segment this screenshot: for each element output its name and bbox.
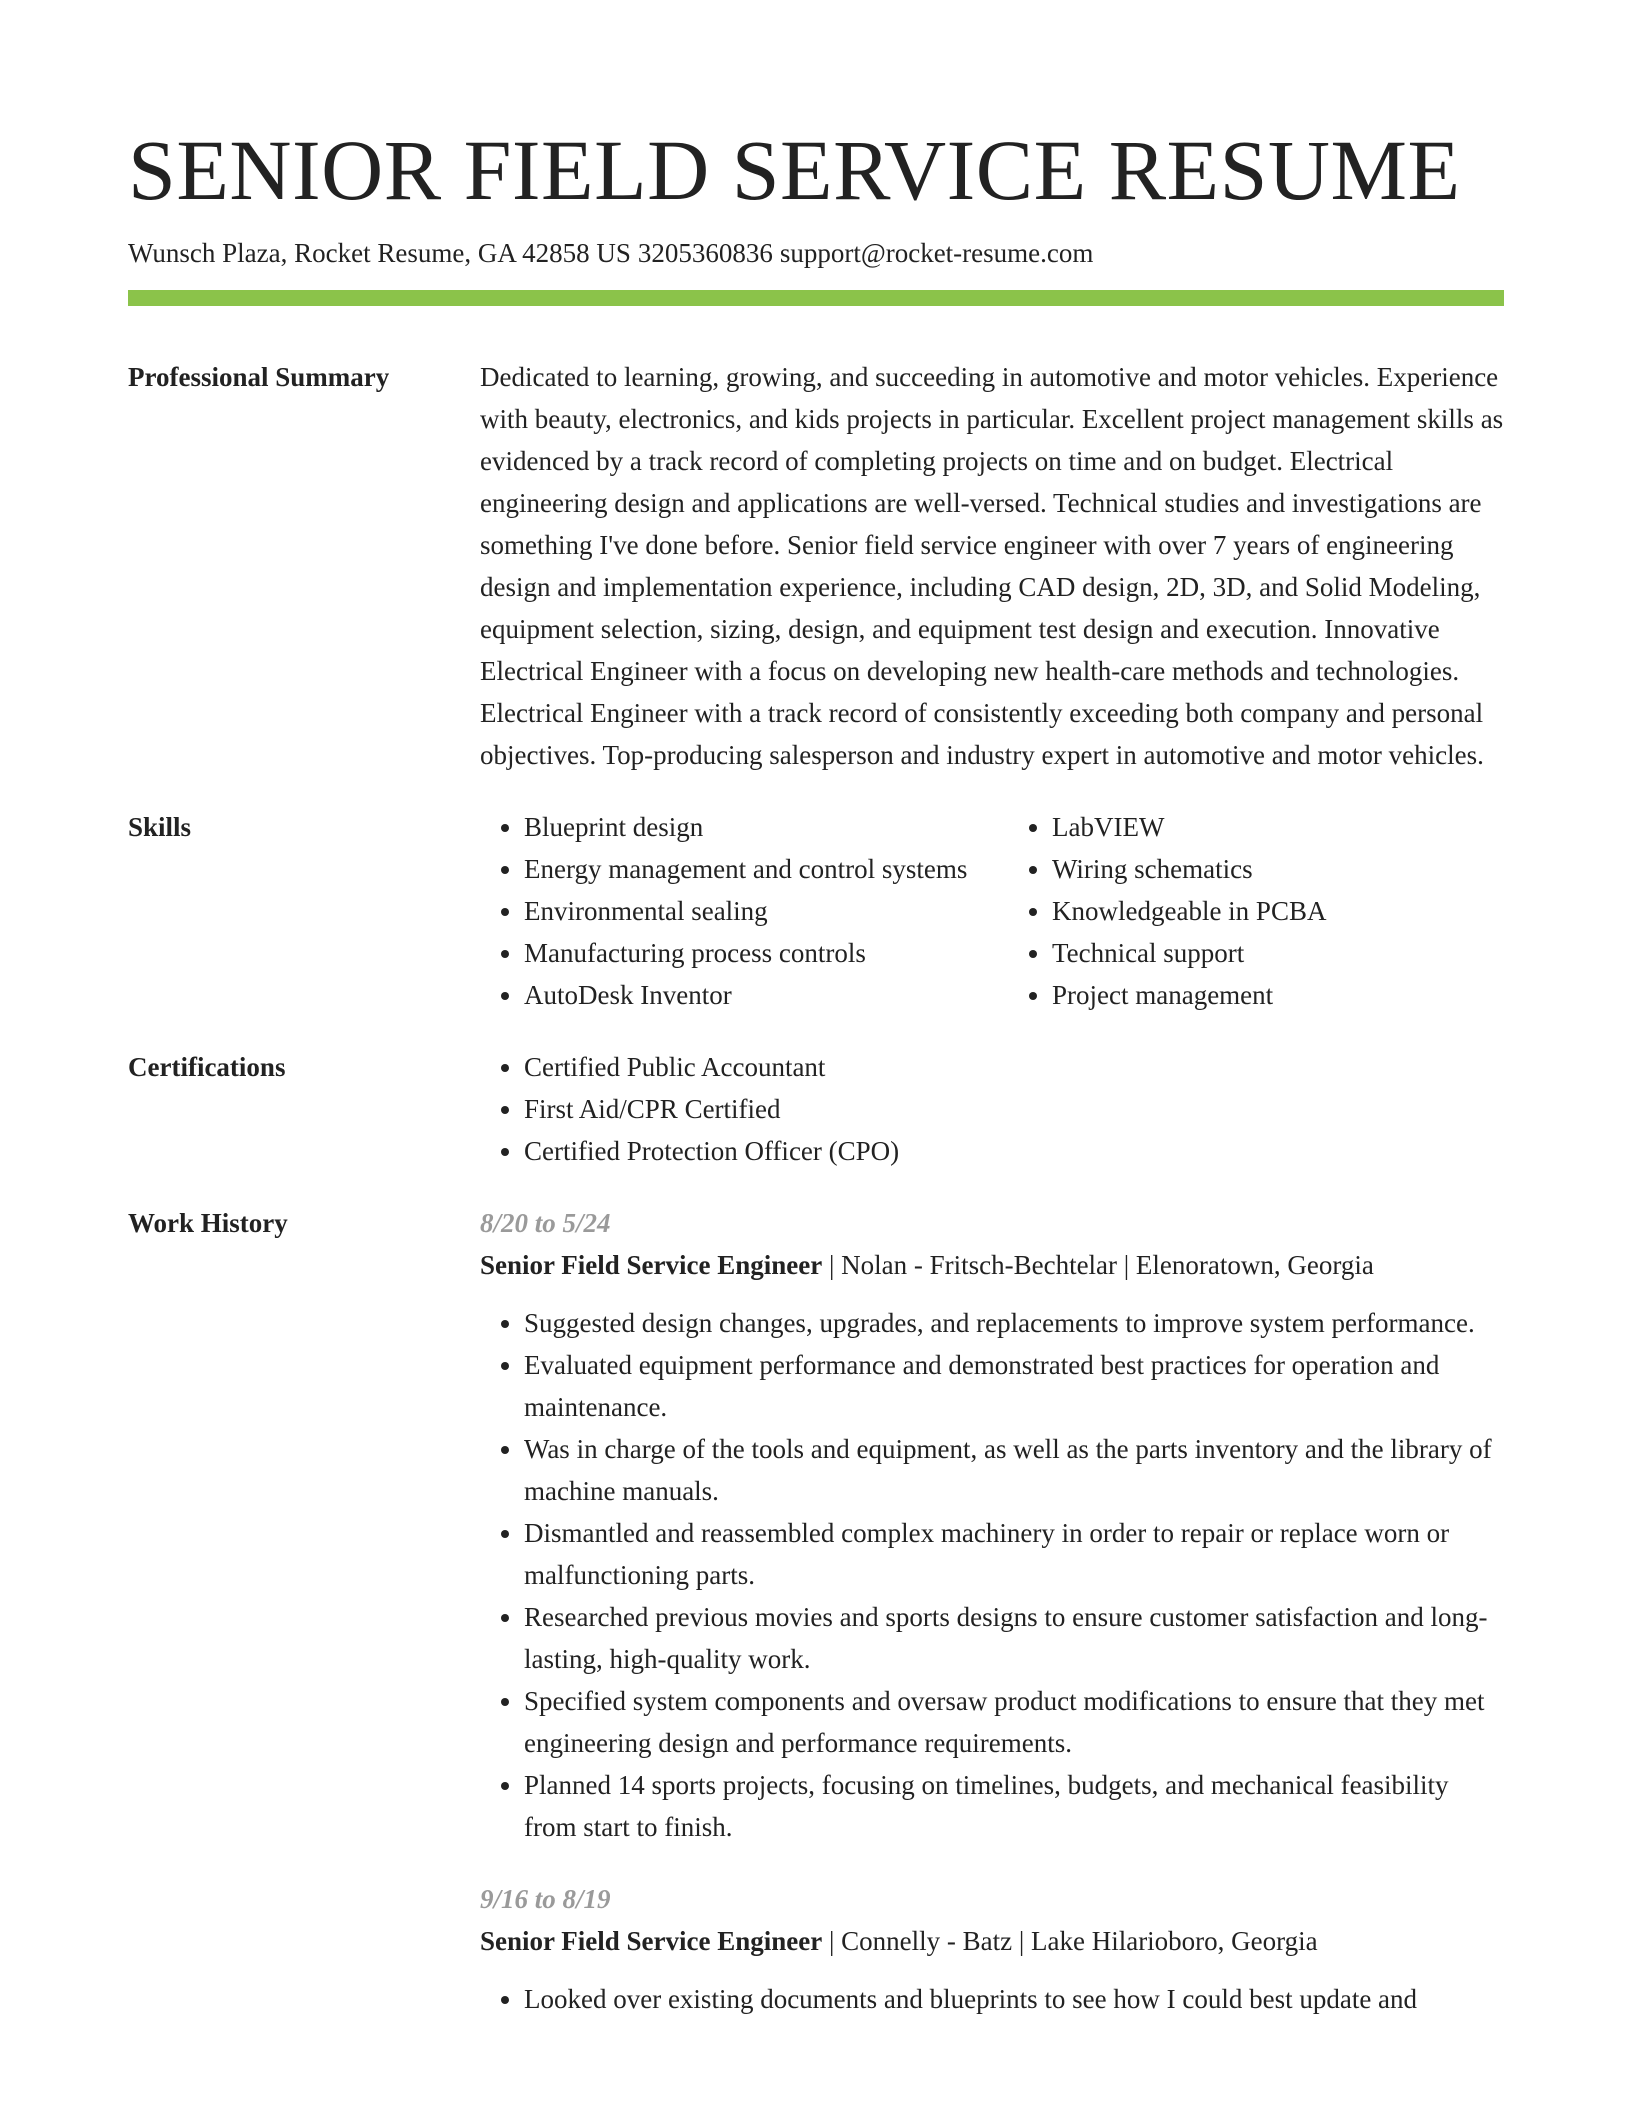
section-heading: Professional Summary xyxy=(128,362,390,392)
list-item: • Energy management and control systems xyxy=(524,848,1028,890)
job-dates: 8/20 to 5/24 xyxy=(480,1208,611,1238)
job-entry xyxy=(480,1202,1504,1848)
list-item: • Specified system components and oversaw product modifications to ensure that they met engineering design and performance requirements. xyxy=(524,1680,1504,1764)
list-item: • Blueprint design xyxy=(524,806,1028,848)
job-details: | Nolan - Fritsch-Bechtelar | Elenoratown, Georgia xyxy=(822,1250,1374,1280)
list-item: • Planned 14 sports projects, focusing on timelines, budgets, and mechanical feasibility from start to finish. xyxy=(524,1764,1504,1848)
list-item: • Certified Protection Officer (CPO) xyxy=(524,1130,1504,1172)
work-history-section xyxy=(128,1202,1504,2020)
job-title: Senior Field Service Engineer xyxy=(480,1926,823,1956)
list-item: • Was in charge of the tools and equipment, as well as the parts inventory and the library of machine manuals. xyxy=(524,1428,1504,1512)
list-item: • Evaluated equipment performance and demonstrated best practices for operation and maintenance. xyxy=(524,1344,1504,1428)
contact-address: Wunsch Plaza, Rocket Resume, GA 42858 US xyxy=(128,238,631,268)
job-details: | Connelly - Batz | Lake Hilarioboro, Georgia xyxy=(822,1926,1318,1956)
list-item: • Certified Public Accountant xyxy=(524,1046,1504,1088)
contact-line xyxy=(128,236,1504,270)
list-item: • Knowledgeable in PCBA xyxy=(1052,890,1556,932)
job-bullets xyxy=(480,1302,1504,1848)
skills-list-right xyxy=(1028,806,1556,1016)
job-title-line xyxy=(480,1244,1504,1286)
summary-content xyxy=(480,356,1504,776)
list-item: • First Aid/CPR Certified xyxy=(524,1088,1504,1130)
skills-list-left xyxy=(480,806,1028,1016)
job-entry xyxy=(480,1878,1504,2020)
list-item: • Technical support xyxy=(1052,932,1556,974)
section-heading: Skills xyxy=(128,812,192,842)
job-bullets xyxy=(480,1978,1504,2020)
contact-phone: 3205360836 xyxy=(637,238,773,268)
resume-page xyxy=(128,0,1504,2020)
work-history-content xyxy=(480,1202,1504,2020)
resume-title: SENIOR FIELD SERVICE RESUME xyxy=(128,122,1461,218)
summary-section xyxy=(128,356,1504,776)
list-item: • LabVIEW xyxy=(1052,806,1556,848)
list-item: • AutoDesk Inventor xyxy=(524,974,1028,1016)
list-item: • Manufacturing process controls xyxy=(524,932,1028,974)
list-item: • Suggested design changes, upgrades, and replacements to improve system performance. xyxy=(524,1302,1504,1344)
section-heading: Work History xyxy=(128,1208,288,1238)
certifications-section xyxy=(128,1046,1504,1172)
skills-columns xyxy=(480,806,1504,1016)
list-item: • Researched previous movies and sports designs to ensure customer satisfaction and long-lasting, high-quality work. xyxy=(524,1596,1504,1680)
header-divider xyxy=(128,290,1504,306)
job-title: Senior Field Service Engineer xyxy=(480,1250,823,1280)
skills-section xyxy=(128,806,1504,1016)
list-item: • Dismantled and reassembled complex machinery in order to repair or replace worn or malfunctioning parts. xyxy=(524,1512,1504,1596)
certifications-content xyxy=(480,1046,1504,1172)
list-item: • Looked over existing documents and blueprints to see how I could best update and xyxy=(524,1978,1504,2020)
summary-text: Dedicated to learning, growing, and succeeding in automotive and motor vehicles. Experience with beauty, electronics, and kids projects in particular. Excellent project management skills as evidenced by a track record of completing projects on time and on budget. Electrical engineering design and applications are well-versed. Technical studies and investigations are something I've done before. Senior field service engineer with over 7 years of engineering design and implementation experience, including CAD design, 2D, 3D, and Solid Modeling, equipment selection, sizing, design, and equipment test design and execution. Innovative Electrical Engineer with a focus on developing new health-care methods and technologies. Electrical Engineer with a track record of consistently exceeding both company and personal objectives. Top-producing salesperson and industry expert in automotive and motor vehicles. xyxy=(480,362,1504,770)
job-dates: 9/16 to 8/19 xyxy=(480,1884,611,1914)
section-heading: Certifications xyxy=(128,1052,286,1082)
certifications-list xyxy=(480,1046,1504,1172)
list-item: • Environmental sealing xyxy=(524,890,1028,932)
list-item: • Project management xyxy=(1052,974,1556,1016)
job-title-line xyxy=(480,1920,1504,1962)
contact-email: support@rocket-resume.com xyxy=(779,238,1094,268)
list-item: • Wiring schematics xyxy=(1052,848,1556,890)
